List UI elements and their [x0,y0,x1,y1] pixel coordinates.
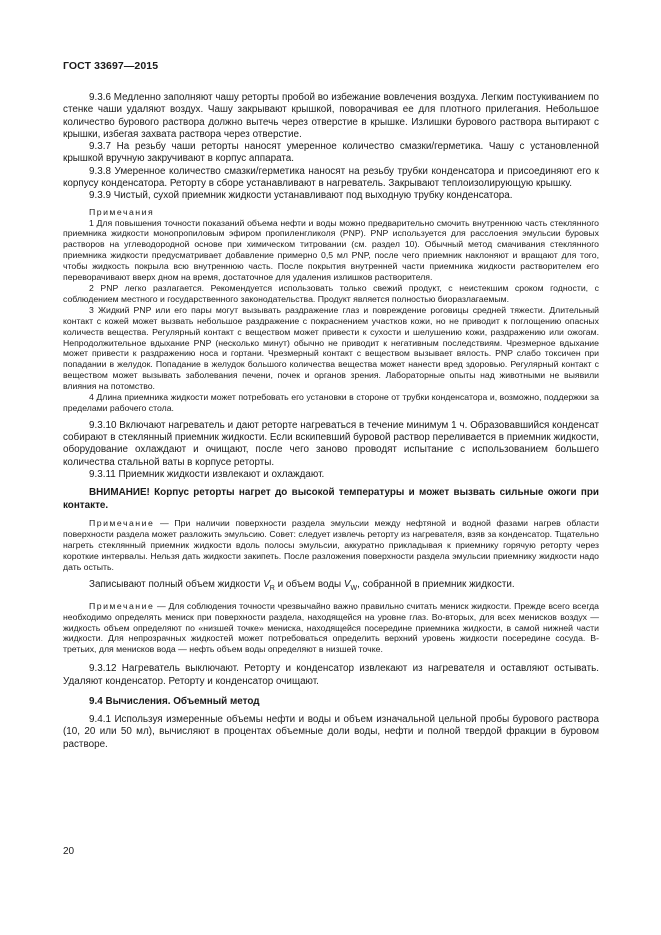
note-meniscus-text: — Для соблюдения точности чрезвычайно важно правильно считать мениск жидкости. Прежде всего всегда необходимо определять мениск при поверхности раздела, находящейся на уровне глаз. Во-вторых, для всех менисков воздух — жидкость объем определяют по «низшей точке» мениска, находящейся посередине приемника жидкости, в самой нижней части жидкости. Для непрозрачных жидкостей может потребоваться определить верхний уровень жидкости посередине сосуда. В-третьих, для менисков вода — нефть объем воды определяют в низшей точке. [63,600,599,655]
page-number: 20 [63,846,75,857]
note-label-2: Примечание [89,600,155,611]
section-heading-9-4: 9.4 Вычисления. Объемный метод [89,695,260,707]
warning-text: ВНИМАНИЕ! Корпус реторты нагрет до высокой температуры и может вызвать сильные ожоги при контакте. [63,487,599,511]
paragraph-9-3-6: 9.3.6 Медленно заполняют чашу реторты пробой во избежание вовлечения воздуха. Легким постукиванием по стенке чаши удаляют воздух. Чашу закрывают крышкой, поворачивая ее для плотного прилегания. Небольшое количество бурового раствора должно вытечь через отверстие в крышке. Излишки бурового раствора вытирают с крышки, избегая захвата раствора через отверстие. [63,92,599,140]
paragraph-9-4-1: 9.4.1 Используя измеренные объемы нефти и воды и объем изначальной цельной пробы бурового раствора (10, 20 или 50 мл), вычисляют в процентах объемные доли воды, нефти и полной твердой фракции в буровом растворе. [63,714,599,750]
notes-heading: Примечания [89,206,155,217]
paragraph-9-3-8: 9.3.8 Умеренное количество смазки/герметика наносят на резьбу трубки конденсатора и присоединяют его к корпусу конденсатора. Реторту в сборе устанавливают в нагреватель. Закрывают теплоизолирующую крышку. [63,165,599,190]
var-vw: V [343,578,351,590]
note-4: 4 Длина приемника жидкости может потребовать его установки в стороне от трубки конденсатора и, возможно, поддержки за пределами рабочего стола. [63,392,599,413]
var-vw-sub: W [350,584,358,592]
paragraph-9-3-9: 9.3.9 Чистый, сухой приемник жидкости устанавливают под выходную трубку конденсатора. [89,190,513,202]
paragraph-9-3-11: 9.3.11 Приемник жидкости извлекают и охлаждают. [89,469,325,481]
note-emulsion-text: — При наличии поверхности раздела эмульсии между нефтяной и водной фазами нагрев области поверхности раздела может разложить эмульсию. Совет: следует извлечь реторту из нагревателя, взяв за конденсатор. Тщательно нагреть стеклянный приемник жидкости вдоль полосы эмульсии, аккуратно прикладывая к приемнику горячую реторту через короткие интервалы. Нельзя дать жидкости закипеть. После разложения поверхности раздела эмульсии приемнику жидкости надо дать остыть. [63,517,599,572]
note-label: Примечание [89,517,155,528]
paragraph-9-3-12: 9.3.12 Нагреватель выключают. Реторту и конденсатор извлекают из нагревателя и оставляют остывать. Удаляют конденсатор. Реторту и конденсатор очищают. [63,663,599,687]
record-text-b: и объем воды [274,578,344,590]
standard-header: ГОСТ 33697—2015 [63,60,159,72]
var-vr-sub: R [269,584,275,592]
note-meniscus [63,601,599,656]
note-1: 1 Для повышения точности показаний объема нефти и воды можно предварительно смочить внутреннюю часть стеклянного приемника жидкости монопропиловым эфиром пропиленгликоля (PNP). PNP используется для расслоения эмульсии буровых растворов на углеводородной основе при химическом титровании (см. раздел 10). Обычный метод смачивания стеклянного приемника жидкости предусматривает добавление примерно 0,5 мл PNP, после чего приемник наклоняют и вращают для того, чтобы жидкость покрыла всю внутреннюю часть. После покрытия внутренней части приемника жидкости растворителем его переворачивают вверх дном на время, достаточное для удаления излишков растворителя. [63,217,599,283]
paragraph-9-3-7: 9.3.7 На резьбу чаши реторты наносят умеренное количество смазки/герметика. Чашу с установленной крышкой вручную закручивают в корпус аппарата. [63,141,599,165]
var-vr: V [263,578,270,590]
page-content [63,92,599,751]
note-emulsion [63,518,599,573]
paragraph-9-3-10: 9.3.10 Включают нагреватель и дают реторте нагреваться в течение минимум 1 ч. Образовавшийся конденсат собирают в стеклянный приемник жидкости. Если вскипевший буровой раствор переливается в приемник жидкости, оборудование охлаждают и очищают, после чего заново проводят испытание с использованием большего количества стальной ваты в корпусе реторты. [63,419,599,468]
record-volumes [63,579,599,595]
record-text-c: , собранной в приемник жидкости. [357,578,515,590]
record-text-a: Записывают полный объем жидкости [89,578,264,590]
note-3: 3 Жидкий PNP или его пары могут вызывать раздражение глаз и повреждение роговицы средней тяжести. Длительный контакт с кожей может вызвать небольшое раздражение с покраснением участков кожи, но не приводит к поглощению опасных количеств вещества. Регулярный контакт с веществом может привести к сухости и шелушению кожи, раздражению или ожогам. Непродолжительное вдыхание PNP (несколько минут) обычно не приводит к негативным последствиям. Чрезмерное вдыхание может привести к раздражению носа и гортани. Чрезмерный контакт с веществом вызывает вялость. PNP слабо токсичен при попадании в желудок. Попадание в желудок большого количества вещества может нанести вред здоровью. Регулярный контакт с веществом может вызывать заболевания печени, почек и органов зрения. Лабораторные опыты над животными не выявили влияния на потомство. [63,304,599,392]
note-2: 2 PNP легко разлагается. Рекомендуется использовать только свежий продукт, с неистекшим сроком годности, с соблюдением местного и государственного законодательства. Продукт является полностью биоразлагаемым. [63,283,599,304]
